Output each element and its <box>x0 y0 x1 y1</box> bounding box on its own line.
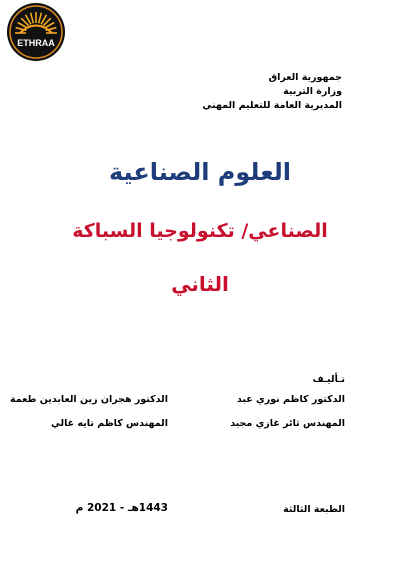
book-subject: الصناعي/ تكنولوجيا السباكة <box>72 220 328 242</box>
ethraa-logo <box>2 2 70 62</box>
header-ministry: وزارة التربية <box>283 86 342 97</box>
logo-text: ETHRAA <box>17 38 55 48</box>
edition-label: الطبعة الثالثة <box>283 504 345 515</box>
logo-badge <box>7 3 65 61</box>
author-name: الدكتور هجران زين العابدين طعمة <box>9 394 168 405</box>
header-directorate: المديرية العامة للتعليم المهني <box>202 100 342 111</box>
authors-heading: تـأليـف <box>312 374 345 385</box>
author-name: الدكتور كاظم نوري عبد <box>236 394 345 405</box>
book-title: العلوم الصناعية <box>108 158 291 186</box>
book-grade: الثاني <box>171 272 229 296</box>
edition-year: 1443هـ - 2021 م <box>75 502 168 514</box>
header-country: جمهورية العراق <box>268 72 342 83</box>
author-name: المهندس ثائر غازي مجيد <box>230 418 345 429</box>
author-name: المهندس كاظم تايه غالي <box>50 418 168 429</box>
